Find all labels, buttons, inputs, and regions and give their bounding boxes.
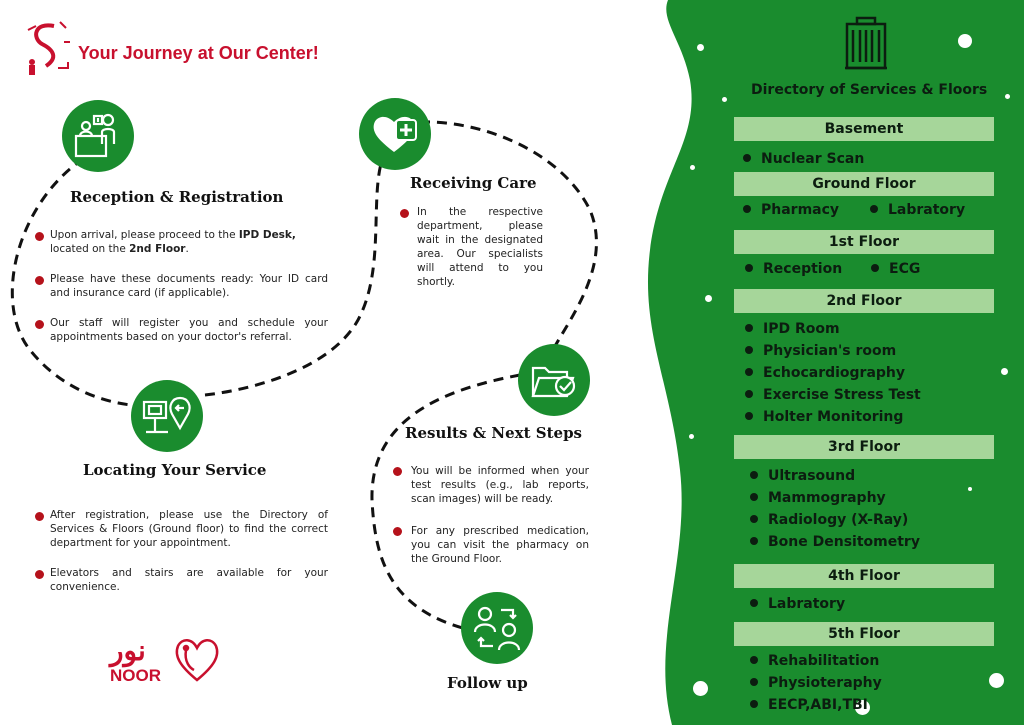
service-ecg: ECG: [871, 261, 920, 277]
service-holter-monitoring: Holter Monitoring: [745, 409, 903, 425]
service-echocardiography: Echocardiography: [745, 365, 905, 381]
service-labratory-4th: Labratory: [750, 596, 845, 612]
directory-title: Directory of Services & Floors: [751, 82, 988, 98]
building-icon: [843, 16, 889, 76]
reception-paragraph-1: Upon arrival, please proceed to the IPD Desk, located on the 2nd Floor.: [50, 229, 296, 255]
directory-map-pin-icon: [131, 380, 203, 452]
service-reception: Reception: [745, 261, 842, 277]
bullet: [35, 276, 44, 285]
step-title-results: Results & Next Steps: [405, 424, 583, 442]
step-title-care: Receiving Care: [410, 174, 537, 192]
green-panel: [648, 0, 1024, 725]
bullet: [35, 512, 44, 521]
decor-dot: [722, 97, 727, 102]
locating-paragraph-2: Elevators and stairs are available for your convenience.: [50, 567, 328, 593]
service-ipd-room: IPD Room: [745, 321, 840, 337]
service-rehabilitation: Rehabilitation: [750, 653, 879, 669]
bullet: [35, 232, 44, 241]
decor-dot: [697, 44, 704, 51]
service-mammography: Mammography: [750, 490, 886, 506]
service-eecp-abi-tbi: EECP,ABI,TBI: [750, 697, 868, 713]
floor-header-3rd: 3rd Floor: [734, 435, 994, 459]
decor-dot: [1001, 368, 1008, 375]
floor-header-ground: Ground Floor: [734, 172, 994, 196]
decor-dot: [968, 487, 972, 491]
service-exercise-stress-test: Exercise Stress Test: [745, 387, 921, 403]
results-paragraph-2: For any prescribed medication, you can visit the pharmacy on the Ground Floor.: [411, 525, 589, 565]
floor-header-basement: Basement: [734, 117, 994, 141]
bullet: [400, 209, 409, 218]
step-title-locating: Locating Your Service: [83, 461, 267, 479]
decor-dot: [705, 295, 712, 302]
stethoscope-heart-icon: [172, 636, 222, 688]
logo-latin: NOOR: [110, 666, 161, 685]
service-radiology: Radiology (X-Ray): [750, 512, 908, 528]
heart-plus-icon: [359, 98, 431, 170]
step-title-reception: Reception & Registration: [70, 188, 284, 206]
floor-header-5th: 5th Floor: [734, 622, 994, 646]
folder-check-icon: [518, 344, 590, 416]
bullet: [35, 320, 44, 329]
bullet: [35, 570, 44, 579]
service-pharmacy: Pharmacy: [743, 202, 839, 218]
service-physioteraphy: Physioteraphy: [750, 675, 882, 691]
care-paragraph-1: In the respective department, please wait in the designated area. Our specialists will attend to you shortly.: [417, 206, 543, 288]
decor-dot: [693, 681, 708, 696]
results-paragraph-1: You will be informed when your test results (e.g., lab reports, scan images) will be ready.: [411, 465, 589, 505]
service-labratory-ground: Labratory: [870, 202, 965, 218]
bullet: [393, 467, 402, 476]
service-ultrasound: Ultrasound: [750, 468, 855, 484]
service-physicians-room: Physician's room: [745, 343, 896, 359]
service-bone-densitometry: Bone Densitometry: [750, 534, 920, 550]
journey-logo-icon: [24, 18, 72, 76]
page-title: Your Journey at Our Center!: [78, 43, 319, 63]
doctor-patient-exchange-icon: [461, 592, 533, 664]
decor-dot: [1005, 94, 1010, 99]
decor-dot: [690, 165, 695, 170]
reception-paragraph-2: Please have these documents ready: Your ID card and insurance card (if applicable).: [50, 273, 328, 299]
decor-dot: [989, 673, 1004, 688]
floor-header-2nd: 2nd Floor: [734, 289, 994, 313]
step-title-follow-up: Follow up: [447, 674, 528, 692]
floor-header-4th: 4th Floor: [734, 564, 994, 588]
reception-paragraph-3: Our staff will register you and schedule your appointments based on your doctor's referral.: [50, 317, 328, 343]
service-nuclear-scan: Nuclear Scan: [743, 151, 864, 167]
locating-paragraph-1: After registration, please use the Directory of Services & Floors (Ground floor) to find the correct department for your appointment.: [50, 509, 328, 549]
logo-arabic: نور: [110, 635, 146, 666]
bullet: [393, 527, 402, 536]
decor-dot: [689, 434, 694, 439]
reception-desk-icon: [62, 100, 134, 172]
decor-dot: [958, 34, 972, 48]
floor-header-1st: 1st Floor: [734, 230, 994, 254]
